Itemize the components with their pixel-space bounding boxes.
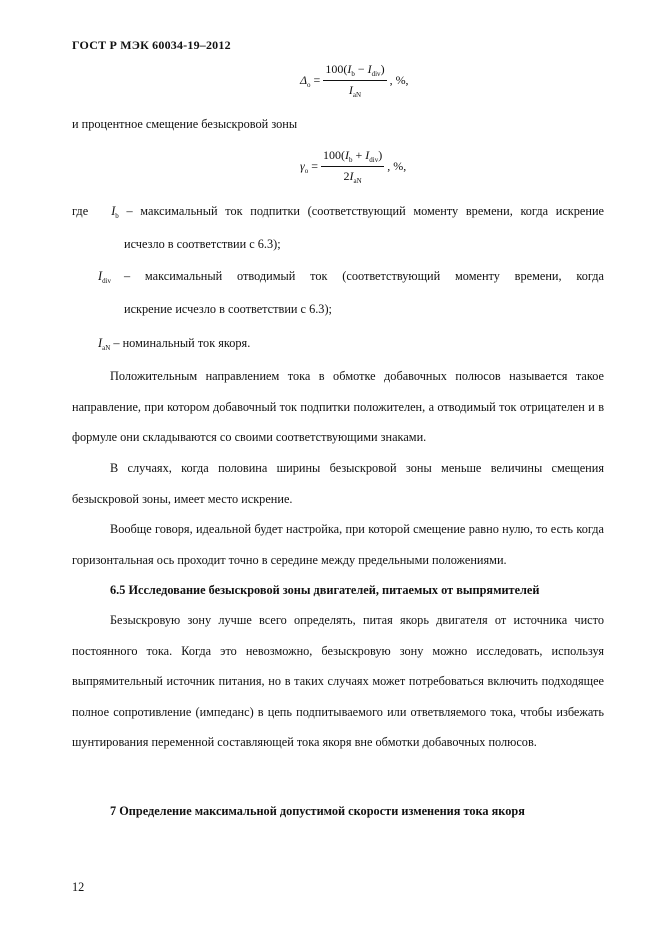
formula-delta-symbol: Δ [300, 72, 308, 87]
num-var-2-sub: div [371, 70, 381, 78]
formula-fraction [321, 149, 384, 185]
num-var-1: I [347, 62, 352, 76]
formula-denominator [321, 167, 384, 185]
formula-delta-sub: o [307, 80, 311, 89]
def-symbol-ian: I [98, 336, 103, 350]
def-symbol-idiv-wrap [98, 269, 111, 285]
num-var-1-sub: b [351, 70, 355, 78]
formula-suffix: , %, [389, 72, 409, 87]
num-var-2: I [367, 62, 372, 76]
den-var-sub: aN [353, 177, 362, 185]
document-header: ГОСТ Р МЭК 60034-19–2012 [72, 38, 231, 52]
formula-numerator [323, 63, 386, 81]
definition-ian [98, 336, 250, 352]
den-coef: 2 [343, 169, 350, 183]
formula-suffix: , %, [387, 158, 407, 173]
paragraph-sparking-case: В случаях, когда половина ширины безыскровой зоны меньше величины смещения безыскровой зоны, имеет место искрение. [72, 461, 604, 506]
def-symbol-ib-sub: b [115, 212, 119, 220]
page-number: 12 [72, 880, 85, 894]
num-close: ) [380, 62, 385, 76]
section-6-5-heading: 6.5 Исследование безыскровой зоны двигателей, питаемых от выпрямителей [110, 583, 540, 597]
def-symbol-ian-sub: aN [102, 344, 111, 352]
den-var-sub: aN [352, 91, 362, 99]
formula-gamma-symbol: γ [300, 158, 305, 173]
def-symbol-idiv: I [98, 269, 103, 283]
definition-idiv-line1: – максимальный отводимый ток (соответствующий моменту времени, когда [124, 269, 604, 283]
paragraph-rectifier-supply: Безыскровую зону лучше всего определять, питая якорь двигателя от источника чисто постоянного тока. Когда это невозможно, безыскровую зону можно исследовать, используя выпрямительный источник питания, но в таких случаях может потребоваться включить подходящее полное сопротивление (импеданс) в цепь подпитываемого или ответвляемого тока, чтобы избежать шунтирования переменной составляющей тока якоря вне обмотки добавочных полюсов. [72, 613, 604, 749]
den-var: I [348, 83, 353, 97]
def-ib-text: – максимальный ток подпитки (соответствующий моменту времени, когда искрение [126, 204, 604, 218]
where-word: где [72, 204, 89, 218]
formula-delta [300, 63, 409, 99]
definition-idiv-line2: искрение исчезло в соответствии с 6.3); [124, 302, 332, 316]
definition-ib-line2: исчезло в соответствии с 6.3); [124, 237, 281, 251]
def-symbol-ib: I [111, 204, 116, 218]
paragraph-positive-direction: Положительным направлением тока в обмотке добавочных полюсов называется такое направление, при котором добавочный ток подпитки положителен, а отводимый ток отрицателен и в формуле они складываются со своими соответствующими знаками. [72, 369, 604, 444]
intro-text: и процентное смещение безыскровой зоны [72, 117, 298, 131]
formula-fraction [323, 63, 386, 99]
def-symbol-idiv-sub: div [102, 277, 112, 285]
num-close: ) [378, 148, 383, 162]
den-var: I [349, 169, 354, 183]
def-ian-text: – номинальный ток якоря. [113, 336, 251, 350]
num-operator: − [354, 62, 368, 76]
num-var-1: I [345, 148, 350, 162]
num-var-2-sub: div [369, 156, 379, 164]
definition-ib-line1 [72, 204, 604, 220]
formula-denominator [323, 81, 386, 99]
section-7-heading: 7 Определение максимальной допустимой скорости изменения тока якоря [110, 804, 525, 818]
formula-gamma-sub: o [304, 166, 309, 175]
formula-numerator [321, 149, 384, 167]
paragraph-ideal-setting: Вообще говоря, идеальной будет настройка, при которой смещение равно нулю, то есть когда горизонтальная ось проходит точно в середине между предельными положениями. [72, 522, 604, 567]
formula-gamma [300, 149, 406, 185]
num-var-2: I [365, 148, 370, 162]
formula-equals: = [311, 158, 319, 173]
formula-equals: = [313, 72, 321, 87]
num-operator: + [352, 148, 366, 162]
num-coef: 100( [323, 148, 346, 162]
num-var-1-sub: b [349, 156, 353, 164]
num-coef: 100( [325, 62, 348, 76]
